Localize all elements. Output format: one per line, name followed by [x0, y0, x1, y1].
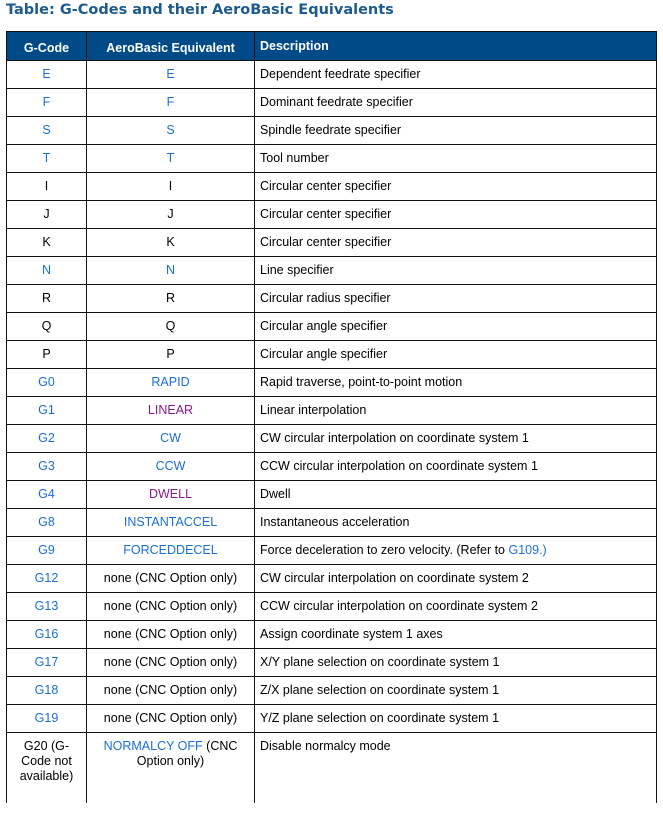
header-equivalent: AeroBasic Equivalent — [87, 32, 255, 61]
equivalent-cell — [87, 481, 255, 509]
equivalent-cell — [87, 565, 255, 593]
gcode-link[interactable]: G19 — [34, 711, 59, 725]
description-text: CCW circular interpolation on coordinate system 1 — [260, 459, 538, 473]
description-cell — [255, 537, 657, 565]
gcode-link[interactable]: G12 — [34, 571, 59, 585]
description-text: Rapid traverse, point-to-point motion — [260, 375, 463, 389]
gcode-link[interactable]: G17 — [34, 655, 59, 669]
gcode-link[interactable]: F — [42, 95, 51, 109]
description-link[interactable]: G109.) — [508, 543, 547, 557]
description-text: Circular angle specifier — [260, 319, 388, 333]
description-text: CW circular interpolation on coordinate system 1 — [260, 431, 529, 445]
gcode-cell — [7, 201, 87, 229]
description-text: Circular angle specifier — [260, 347, 388, 361]
gcode-cell — [7, 593, 87, 621]
gcode-text: Q — [41, 319, 52, 333]
description-cell — [255, 453, 657, 481]
equivalent-text: Q — [165, 319, 176, 333]
description-cell — [255, 593, 657, 621]
description-cell — [255, 89, 657, 117]
description-text: Circular center specifier — [260, 235, 392, 249]
gcode-text: K — [42, 235, 51, 249]
equivalent-text: none (CNC Option only) — [103, 655, 238, 669]
table-row — [7, 733, 657, 803]
description-cell — [255, 117, 657, 145]
gcode-cell — [7, 369, 87, 397]
table-row — [7, 621, 657, 649]
equivalent-link[interactable]: LINEAR — [147, 403, 194, 417]
description-cell — [255, 425, 657, 453]
equivalent-cell — [87, 117, 255, 145]
equivalent-note: (CNC Option only) — [136, 739, 238, 768]
equivalent-text: R — [165, 291, 176, 305]
description-text: Assign coordinate system 1 axes — [260, 627, 443, 641]
equivalent-cell — [87, 677, 255, 705]
equivalent-text: P — [166, 347, 175, 361]
gcode-cell — [7, 481, 87, 509]
equivalent-link[interactable]: FORCEDDECEL — [123, 543, 218, 557]
equivalent-cell — [87, 705, 255, 733]
equivalent-link[interactable]: CW — [160, 431, 181, 445]
equivalent-cell — [87, 733, 255, 803]
description-cell — [255, 397, 657, 425]
description-cell — [255, 649, 657, 677]
table-row — [7, 173, 657, 201]
equivalent-link[interactable]: RAPID — [151, 375, 190, 389]
table-row — [7, 61, 657, 89]
gcode-cell — [7, 397, 87, 425]
gcode-link[interactable]: E — [42, 67, 51, 81]
table-row — [7, 369, 657, 397]
description-text: Dominant feedrate specifier — [260, 95, 413, 109]
table-row — [7, 341, 657, 369]
equivalent-cell — [87, 425, 255, 453]
gcode-link[interactable]: G9 — [38, 543, 55, 557]
equivalent-cell — [87, 257, 255, 285]
gcode-cell — [7, 313, 87, 341]
gcode-link[interactable]: G18 — [34, 683, 59, 697]
equivalent-link[interactable]: NORMALCY OFF — [103, 739, 203, 753]
description-cell — [255, 229, 657, 257]
equivalent-link[interactable]: S — [166, 123, 175, 137]
gcode-cell — [7, 453, 87, 481]
equivalent-link[interactable]: CCW — [155, 459, 186, 473]
equivalent-cell — [87, 285, 255, 313]
gcode-link[interactable]: G4 — [38, 487, 55, 501]
gcode-text: G20 (G-Code not available) — [19, 739, 74, 783]
gcode-text: I — [44, 179, 49, 193]
description-cell — [255, 285, 657, 313]
description-cell — [255, 509, 657, 537]
table-row — [7, 285, 657, 313]
gcode-cell — [7, 89, 87, 117]
table-row — [7, 397, 657, 425]
equivalent-cell — [87, 89, 255, 117]
table-header-row — [7, 32, 657, 61]
equivalent-link[interactable]: INSTANTACCEL — [123, 515, 218, 529]
description-text: Spindle feedrate specifier — [260, 123, 402, 137]
description-cell — [255, 565, 657, 593]
table-row — [7, 425, 657, 453]
description-cell — [255, 173, 657, 201]
table-row — [7, 201, 657, 229]
description-text: Circular center specifier — [260, 179, 392, 193]
table-row — [7, 677, 657, 705]
table-row — [7, 481, 657, 509]
gcode-link[interactable]: G0 — [38, 375, 55, 389]
gcode-link[interactable]: G16 — [34, 627, 59, 641]
table-row — [7, 313, 657, 341]
description-text: Y/Z plane selection on coordinate system 1 — [260, 711, 500, 725]
equivalent-cell — [87, 173, 255, 201]
description-text: Linear interpolation — [260, 403, 367, 417]
description-text: Tool number — [260, 151, 329, 165]
equivalent-link[interactable]: T — [166, 151, 175, 165]
gcode-text: J — [43, 207, 50, 221]
gcode-link[interactable]: G3 — [38, 459, 55, 473]
equivalent-text: none (CNC Option only) — [103, 571, 238, 585]
gcode-link[interactable]: G13 — [34, 599, 59, 613]
equivalent-text: I — [168, 179, 173, 193]
equivalent-link[interactable]: E — [166, 67, 175, 81]
gcode-cell — [7, 341, 87, 369]
gcode-cell — [7, 61, 87, 89]
description-cell — [255, 257, 657, 285]
equivalent-cell — [87, 509, 255, 537]
gcode-cell — [7, 705, 87, 733]
description-text: Dependent feedrate specifier — [260, 67, 421, 81]
gcode-cell — [7, 621, 87, 649]
table-row — [7, 145, 657, 173]
header-description: Description — [255, 32, 657, 61]
gcode-cell — [7, 733, 87, 803]
gcode-text: P — [42, 347, 51, 361]
equivalent-text: none (CNC Option only) — [103, 627, 238, 641]
gcode-cell — [7, 677, 87, 705]
table-row — [7, 509, 657, 537]
description-cell — [255, 677, 657, 705]
gcode-cell — [7, 145, 87, 173]
table-body — [7, 61, 657, 803]
table-row — [7, 565, 657, 593]
description-text: Line specifier — [260, 263, 334, 277]
gcode-link[interactable]: S — [42, 123, 51, 137]
gcode-cell — [7, 229, 87, 257]
description-text: X/Y plane selection on coordinate system 1 — [260, 655, 500, 669]
description-cell — [255, 201, 657, 229]
description-cell — [255, 369, 657, 397]
table-row — [7, 705, 657, 733]
equivalent-link[interactable]: F — [166, 95, 175, 109]
gcode-link[interactable]: G1 — [38, 403, 55, 417]
equivalent-cell — [87, 229, 255, 257]
description-cell — [255, 61, 657, 89]
table-row — [7, 649, 657, 677]
description-text: Instantaneous acceleration — [260, 515, 410, 529]
gcode-link[interactable]: G8 — [38, 515, 55, 529]
table-row — [7, 89, 657, 117]
equivalent-text: J — [167, 207, 174, 221]
gcode-cell — [7, 649, 87, 677]
equivalent-cell — [87, 649, 255, 677]
table-row — [7, 453, 657, 481]
description-text: Z/X plane selection on coordinate system 1 — [260, 683, 500, 697]
gcode-link[interactable]: G2 — [38, 431, 55, 445]
description-cell — [255, 733, 657, 803]
table-row — [7, 229, 657, 257]
equivalent-cell — [87, 369, 255, 397]
equivalent-cell — [87, 593, 255, 621]
description-cell — [255, 145, 657, 173]
table-row — [7, 537, 657, 565]
equivalent-cell — [87, 341, 255, 369]
gcode-cell — [7, 509, 87, 537]
equivalent-cell — [87, 397, 255, 425]
equivalent-cell — [87, 537, 255, 565]
equivalent-cell — [87, 453, 255, 481]
equivalent-cell — [87, 201, 255, 229]
equivalent-text: none (CNC Option only) — [103, 599, 238, 613]
gcode-link[interactable]: T — [42, 151, 51, 165]
equivalent-cell — [87, 621, 255, 649]
table-row — [7, 593, 657, 621]
equivalent-link[interactable]: N — [165, 263, 176, 277]
header-gcode: G-Code — [7, 32, 87, 61]
description-text: Circular radius specifier — [260, 291, 391, 305]
equivalent-text: K — [166, 235, 175, 249]
description-text: Force deceleration to zero velocity. (Refer to — [260, 543, 509, 557]
gcode-text: R — [41, 291, 52, 305]
description-cell — [255, 481, 657, 509]
gcode-cell — [7, 285, 87, 313]
description-cell — [255, 341, 657, 369]
gcode-cell — [7, 425, 87, 453]
gcode-link[interactable]: N — [41, 263, 52, 277]
description-cell — [255, 313, 657, 341]
equivalent-cell — [87, 145, 255, 173]
description-text: Circular center specifier — [260, 207, 392, 221]
gcode-cell — [7, 537, 87, 565]
gcode-cell — [7, 173, 87, 201]
equivalent-text: none (CNC Option only) — [103, 683, 238, 697]
description-cell — [255, 621, 657, 649]
description-text: CCW circular interpolation on coordinate system 2 — [260, 599, 538, 613]
table-row — [7, 257, 657, 285]
gcode-cell — [7, 565, 87, 593]
gcode-table — [6, 31, 657, 803]
gcode-cell — [7, 257, 87, 285]
table-row — [7, 117, 657, 145]
description-cell — [255, 705, 657, 733]
equivalent-text: none (CNC Option only) — [103, 711, 238, 725]
equivalent-cell — [87, 61, 255, 89]
gcode-cell — [7, 117, 87, 145]
equivalent-cell — [87, 313, 255, 341]
description-text: Dwell — [260, 487, 291, 501]
equivalent-link[interactable]: DWELL — [148, 487, 193, 501]
description-text: Disable normalcy mode — [260, 739, 391, 753]
description-text: CW circular interpolation on coordinate system 2 — [260, 571, 529, 585]
page-title: Table: G-Codes and their AeroBasic Equivalents — [6, 2, 394, 18]
